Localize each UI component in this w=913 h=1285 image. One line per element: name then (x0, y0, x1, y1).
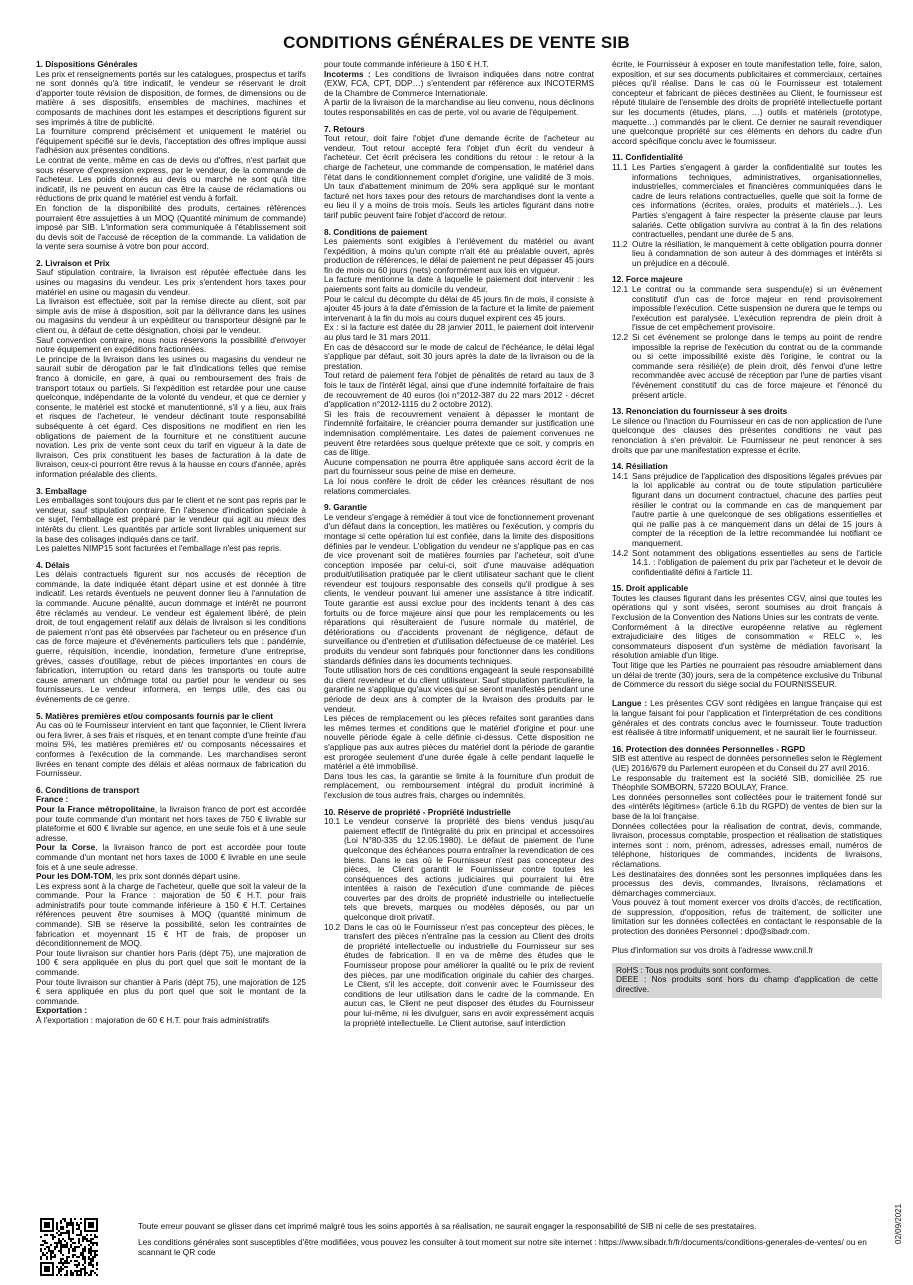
paragraph: La loi nous confère le droit de céder les créances résultant de nos relations commerciales. (324, 475, 594, 496)
clause-text: Outre la résiliation, le manquement à cette obligation pourra donner lieu à condamnation de son auteur à des dommages et intérêts si un préjudice en a découlé. (632, 238, 882, 268)
numbered-clause (612, 472, 882, 549)
section (612, 745, 882, 956)
section (36, 712, 306, 779)
paragraph: Conformément à la directive européenne relative au règlement extrajudiciaire des litiges de consommation « RELC », les consommateurs disposent d'un système de médiation favorisant la résolution amiable d'un litige. (612, 621, 882, 661)
section-title: 16. Protection des données Personnelles - RGPD (612, 743, 806, 754)
section (324, 228, 594, 497)
paragraph: Les prix et renseignements portés sur les catalogues, prospectus et tarifs ne sont donnés qu'à titre indicatif, le vendeur se réservant le droit d'apporter toute révision de disposition, de formes, de dimensions ou de matière à ses dispositifs, ensembles de machines, machines et composants de machines dont les estampes et descriptions figurent sur ses imprimés à titre de publicité. (36, 68, 306, 127)
edition-date: 02/09/2021 (894, 1203, 903, 1244)
paragraph: Le responsable du traitement est la société SIB, domiciliée 25 rue Théophile SOMBORN, 57220 BOULAY, France. (612, 772, 882, 793)
paragraph: Pour toute livraison sur chantier hors Paris (dépt 75), une majoration de 100 € sera appliquée en plus du port quel que soit le montant de la commande. (36, 947, 306, 978)
clause-number: 11.1 (612, 161, 628, 172)
paragraph: Les express sont à la charge de l'acheteur, quelle que soit la valeur de la commande. Pour la France : majoration de 50 € H.T. pour frais administratifs pour toute commande inférieure à 150 € H.T. Certaines références peuvent être soumises à MOQ (quantité minimum de commande). SIB se réserve la possibilité, selon les contraintes de fabrication et moyennant 15 € HT de frais, de proposer un déconditionnement de MOQ. (36, 880, 306, 949)
column-middle (324, 60, 594, 1180)
compliance-line: DEEE : Nos produits sont hors du champ d'application de cette directive. (616, 974, 878, 995)
numbered-clause (612, 285, 882, 333)
paragraph: Les palettes NIMP15 sont facturées et l'emballage n'est pas repris. (36, 543, 282, 554)
qr-code-icon[interactable] (40, 1218, 98, 1276)
numbered-clause (324, 923, 594, 1029)
paragraph: La livraison est effectuée, soit par la remise directe au client, soit par simple avis de mise à disposition, soit par la délivrance dans les usines ou magasins du vendeur à un expéditeur ou transporteur désigné par le client ou, à défaut de cette désignation, choisi par le vendeur. (36, 296, 306, 336)
disclaimer-text: Toute erreur pouvant se glisser dans cet imprimé malgré tous les soins apportés à sa réalisation, ne saurait engager la responsabilité de SIB ni celle de ses prestataires. (138, 1221, 757, 1231)
paragraph: Au cas où le Fournisseur intervient en tant que façonnier, le Client livrera ou fera livrer, à ses frais et risques, et en tenant compte d'une freinte d'au moins 5%, les matières premières et/ ou composants nécessaires et conformes à l'exécution de la commande. Les marchandises seront livrées en tenant compte des délais et aléas normaux de fabrication du Fournisseur. (36, 720, 306, 779)
section (36, 60, 306, 252)
paragraph: Pour la France métropolitaine, la livraison franco de port est accordée pour toute commande d'un montant net hors taxes de 750 € livrable sur plateforme et 600 € livrable sur agence, en une seule fois et à une seule adresse. (36, 803, 306, 843)
paragraph: Pour la Corse, la livraison franco de port est accordée pour toute commande d'un montant net hors taxes de 1000 € livrable en une seule fois et à une seule adresse. (36, 842, 306, 872)
paragraph: Aucune compensation ne pourra être appliquée sans accord écrit de la part du fournisseur sous peine de mise en demeure. (324, 456, 594, 477)
compliance-box (612, 963, 882, 998)
numbered-clause (612, 549, 882, 578)
section-title: 1. Dispositions Générales (36, 60, 138, 69)
paragraph: En cas de désaccord sur le mode de calcul de l'échéance, le délai légal s'applique par défaut, soit 30 jours après la date de la livraison ou de la prestation. (324, 341, 594, 371)
section-title: 10. Réserve de propriété - Propriété industrielle (324, 806, 511, 817)
paragraph: Toutes les clauses figurant dans les présentes CGV, ainsi que toutes les opérations qui y sont visées, seront soumises au droit français à l'exclusion de la Convention des Nations Unies sur les contrats de vente. (612, 592, 882, 623)
section-title: 5. Matières premières et/ou composants fournis par le client (36, 710, 273, 721)
numbered-clause (612, 240, 882, 269)
paragraph: Les délais contractuels figurent sur nos accusés de réception de commande, la date indiquée étant départ usine et est donnée à titre indicatif. Les retards éventuels ne peuvent donner lieu à l'annulation de la commande. Aucune pénalité, aucun dommage et intérêt ne pourront être réclamés au vendeur. Le vendeur est également libéré, de plein droit, de tout engagement relatif aux délais de livraison si les conditions de paiement n'ont pas été observées par l'acheteur ou en présence d'un cas de force majeure et d'événements particuliers tels que : pandémie, guerre, réquisition, incendie, inondation, fermeture d'une entreprise, grèves, casses d'outillage, rebut de pièces importantes en cours de fabrication, interruption ou retard dans les transports ou toute autre cause amenant un chômage total ou partiel pour le vendeur ou ses fournisseurs. Le vendeur informera, en temps utile, des cas ou événements de ce genre. (36, 569, 306, 704)
section (612, 407, 882, 455)
section-title: 8. Conditions de paiement (324, 226, 428, 237)
clause-number: 14.2 (612, 547, 629, 558)
paragraph: SIB est attentive au respect de données personnelles selon le Règlement (UE) 2016/679 du Parlement européen et du Conseil du 27 avril 2016. (612, 753, 882, 773)
paragraph: Les pièces de remplacement ou les pièces refaites sont garanties dans les mêmes termes et conditions que le matériel d'origine et pour une nouvelle période égale à celle définie ci-dessus. Cette disposition ne s'applique pas aux autres pièces du matériel dont la période de garantie est prorogée seulement d'une durée égale à celle pendant laquelle le matériel a été immobilisé. (324, 713, 594, 772)
section-title: 6. Conditions de transport (36, 784, 140, 795)
paragraph: Tout retard de paiement fera l'objet de pénalités de retard au taux de 3 fois le taux de l'intérêt légal, ainsi que d'une indemnité forfaitaire de frais de recouvrement de 40 euros (loi n°2012-387 du 22 mars 2012 - décret d'application n°2012-1115 du 2 octobre 2012). (324, 370, 594, 410)
paragraph: Pour les DOM-TOM, les prix sont donnés départ usine. (36, 871, 241, 882)
paragraph: Toute utilisation hors de ces conditions engageant la seule responsabilité du client revendeur et du client utilisateur. Sauf stipulation particulière, la garantie ne s'applique qu'aux vices qui se seront manifestés pendant une période de deux ans à compter de la livraison des produits par le vendeur. (324, 665, 594, 714)
clause-text: Dans le cas où le Fournisseur n'est pas concepteur des pièces, le transfert des pièces n'entraîne pas la cession au Client des droits de propriété intellectuelle ou industrielle du Fournisseur sur ses études de fabrication. Il en va de même des études que le Fournisseur propose pour améliorer la qualité ou le prix de revient des pièces, par une modification originale du cahier des charges. Le Client, s'il les accepte, doit convenir avec le Fournisseur des conditions de leur utilisation dans le cadre de la commande. En aucun cas, le Client ne peut disposer des études du Fournisseur pour lui-même, ni les divulguer, sans en avoir expressément acquis la propriété intellectuelle. Le Client autorise, sauf interdiction (344, 921, 594, 1028)
paragraph: Incoterms : Les conditions de livraison indiquées dans notre contrat (EXW, FCA, CPT, DDP…) s'entendent par référence aux INCOTERMS de la Chambre de Commerce Internationale. (324, 68, 594, 98)
numbered-clause (612, 333, 882, 400)
section-title: 9. Garantie (324, 502, 367, 513)
paragraph: écrite, le Fournisseur à exposer en toute manifestation telle, foire, salon, exposition, et sur ses documents publicitaires et commerciaux, certaines pièces qu'il réalise. Dans le cas où le Fournisseur est totalement concepteur et fabricant de pièces destinées au Client, le fournisseur est réputé titulaire de l'ensemble des droits de propriété intellectuelle portant sur les documents (études, plans, …) outils et matériels (prototype, maquette…) commandés par le client. Ce dernier ne saurait revendiquer une quelconque propriété sur ces éléments en dehors du cadre d'un accord spécifique conclu avec le fournisseur. (612, 60, 882, 146)
paragraph: Les données personnelles sont collectées pour le traitement fondé sur des «intérêts légitimes» (article 6.1b du RGPD) de ventes de bien sur la base de la loi française. (612, 791, 882, 821)
page-title: CONDITIONS GÉNÉRALES DE VENTE SIB (283, 33, 630, 52)
clause-number: 10.1 (324, 816, 341, 827)
clause-number: 12.2 (612, 332, 629, 343)
clause-number: 14.1 (612, 470, 629, 481)
section-title: 7. Retours (324, 123, 365, 134)
paragraph: Le silence ou l'inaction du Fournisseur en cas de non application de l'une quelconque des clauses des présentes conditions ne vaut pas renonciation à s'en prévaloir. Le Fournisseur ne peut renoncer à ses droits que par une manifestation expresse et écrite. (612, 415, 882, 455)
paragraph: Plus d'information sur vos droits à l'adresse www.cnil.fr (612, 945, 814, 956)
clause-number: 11.2 (612, 238, 628, 249)
section (612, 275, 882, 400)
paragraph: France : (36, 794, 69, 805)
clause-text: Les Parties s'engagent à garder la confidentialité sur toutes les informations techniques, administratives, organisationnelles, industrielles, commerciales et financières communiquées dans le cadre de leurs relations contractuelles, quelle que soit la forme de ces informations (écrites, orales, produits et matériels…). Les Parties s'engagent à faire respecter la présente clause par leurs salariés. Cette obligation survivra au contrat à la fin des relations contractuelles, pendant une durée de 5 ans. (632, 161, 882, 240)
compliance-line: RoHS : Tous nos produits sont conformes. (616, 964, 772, 975)
section-title: 11. Confidentialité (612, 152, 683, 163)
paragraph: La facture mentionne la date à laquelle le paiement doit intervenir : les paiements sont faits au domicile du vendeur. (324, 274, 594, 295)
paragraph: Si les frais de recouvrement venaient à dépasser le montant de l'indemnité forfaitaire, le créancier pourra demander sur justification une indemnisation complémentaire. Les dates de paiement convenues ne peuvent être retardées sous quelque prétexte que ce soit, y compris en cas de litige. (324, 408, 594, 458)
section (612, 584, 882, 738)
paragraph: Vous pouvez à tout moment exercer vos droits d'accès, de rectification, de suppression, d'opposition, refus de traitement, de solliciter une limitation sur les données collectées en contactant le responsable de la protection des données Personnel : dpo@sibadr.com. (612, 897, 882, 937)
numbered-clause (612, 163, 882, 240)
paragraph: Langue : Les présentes CGV sont rédigées en langue française qui est la langue faisant foi pour l'application et l'interprétation de ces conditions générales et des contrats conclus avec le fournisseur. Toute traduction est réalisée à titre informatif uniquement, et ne saurait lier le fournisseur. (612, 698, 882, 738)
section-title: 3. Emballage (36, 485, 87, 496)
paragraph: Tout retour, doit faire l'objet d'une demande écrite de l'acheteur au vendeur. Tout retour accepté fera l'objet d'un écrit du vendeur à l'acheteur. Cet écrit précisera les conditions du retour : le retour à la charge de l'acheteur, une commande de compensation, le matériel dans l'état dans le conditionnement complet d'origine, une validité de 3 mois. Un taux d'abattement minimum de 20% sera appliqué sur le montant facturé net hors taxes pour des retours de marchandises dont la vente a eu lieu il y a moins de trois mois. Seuls les articles figurant dans notre tarif public peuvent faire l'objet d'accord de retour. (324, 133, 594, 220)
section (36, 487, 306, 554)
section (324, 503, 594, 800)
section (324, 60, 594, 118)
paragraph: Exportation : (36, 1005, 88, 1016)
clause-text: Sont notamment des obligations essentielles au sens de l'article 14.1. : l'obligation de paiement du prix par l'acheteur et le devoir de confidentialité défini à l'article 11. (632, 547, 882, 577)
clause-number: 12.1 (612, 284, 629, 295)
paragraph: pour toute commande inférieure à 150 € H.T. (324, 60, 489, 69)
clause-number: 10.2 (324, 921, 341, 932)
paragraph: Pour toute livraison sur chantier à Paris (dépt 75), une majoration de 125 € sera appliquée en plus du port quel que soit le montant de la commande. (36, 976, 306, 1006)
clause-text: Le vendeur conserve la propriété des biens vendus jusqu'au paiement effectif de l'intégralité du prix en principal et accessoires (Loi N°80-335 du 12.05.1980). Le défaut de paiement de l'une quelconque des échéances pourra entraîner la revendication de ces biens. Dans le cas où le Fournisseur n'est pas concepteur des pièces, le Client garantit le Fournisseur contre toutes les conséquences des actions judiciaires qui pourraient lui être intentées à raison de l'exécution d'une commande de pièces couvertes par des droits de propriété industrielle ou intellectuelle tels que brevets, marques ou modèles déposés, ou par un quelconque droit privatif. (344, 816, 594, 923)
paragraph: Données collectées pour la réalisation de contrat, devis, commande, livraison, processus comptable, prospection et réalisation de statistiques internes sont : nom, prénom, adresses, adresses email, numéros de téléphone, historiques de commandes, incidents de livraisons, réclamations. (612, 820, 882, 869)
paragraph: Tout litige que les Parties ne pourraient pas résoudre amiablement dans un délai de trente (30) jours, sera de la compétence exclusive du Tribunal de Commerce du ressort du siège social du FOURNISSEUR. (612, 660, 882, 690)
clause-text: Si cet événement se prolonge dans le temps au point de rendre impossible la reprise de l'exécution du contrat ou de la commande ou si cette impossibilité existe dès l'origine, le contrat ou la commande sera résilié(e) de plein droit, dès l'envoi d'une lettre recommandée avec accusé de réception par l'une de parties visant l'événement constitutif du cas de force majeure et l'énoncé du présent article. (632, 332, 882, 400)
section (324, 808, 594, 1029)
column-left (36, 60, 306, 1180)
paragraph: Pour le calcul du décompte du délai de 45 jours fin de mois, il consiste à ajouter 45 jours à la date d'émission de la facture et la limite de paiement intervenant à la fin du mois au cours duquel expirent ces 45 jours. (324, 293, 594, 323)
column-right (612, 60, 882, 1180)
section-title: 12. Force majeure (612, 274, 683, 285)
section (612, 153, 882, 268)
paragraph: Les paiements sont exigibles à l'enlèvement du matériel ou avant l'expédition, à moins qu'un compte n'ait été au préalable ouvert, après production de références, le délai de paiement ne peut dépasser 45 jours fin de mois ou 60 jours (nets) conformément aux lois en vigueur. (324, 236, 594, 275)
paragraph: Le principe de la livraison dans les usines ou magasins du vendeur ne saurait subir de dérogation par le fait d'indications telles que remise franco à domicile, en gare, à quai ou remboursement des frais de transport totaux ou partiels. Si l'expédition est retardée pour une cause quelconque, indépendante de la volonté du vendeur, et que ce dernier y consente, le matériel est stocké et manutentionné, s'il y a lieu, aux frais et risques de l'acheteur, le vendeur déclinant toute responsabilité subséquente à cet égard. Ces dispositions ne modifient en rien les obligations de paiement de la fourniture et ne constituent aucune novation. Les prix de vente sont ceux du tarif en vigueur à la date de livraison. Ces prix constituent les bases de facturation à la date de livraison, ceux-ci pourront être revus à la hausse en cours d'année, après information préalable des clients. (36, 353, 306, 479)
section (36, 561, 306, 705)
section-title: 13. Renonciation du fournisseur à ses droits (612, 406, 788, 417)
paragraph: Les destinataires des données sont les personnes impliquées dans les processus des devis, commandes, livraisons, réclamations et démarchages commerciaux. (612, 868, 882, 898)
clause-text: Sans préjudice de l'application des dispositions légales prévues par la loi applicable au contrat ou de toute stipulation particulière figurant dans un document contractuel, chacune des parties peut résilier le contrat ou la commande en cas de manquement par l'autre partie à une quelconque de ses obligations essentielles et qui ne pallie pas à ce manquement dans un délai de 15 jours à compter de la réception de la lettre recommandée lui notifiant ce manquement. (632, 470, 882, 548)
section (36, 786, 306, 1026)
paragraph: Le vendeur s'engage à remédier à tout vice de fonctionnement provenant d'un défaut dans la conception, les matières ou l'exécution, y compris du montage si cette opération lui est confiée, dans la limite des dispositions définies par le vendeur. L'obligation du vendeur ne s'applique pas en cas de vice provenant soit de matières fournies par l'acheteur, soit d'une conception imposée par celui-ci, soit d'une mauvaise adéquation produit/utilisation pratiquée par le client utilisateur sachant que le client revendeur est toujours responsable des conseils qu'il prodigue à ses clients, le vendeur pouvant lui amener une assistance à titre indicatif. Toute garantie est aussi exclue pour des incidents tenant à des cas fortuits ou de force majeure ainsi que pour les remplacements ou les réparations qui résulteraient de l'usure normale du matériel, de détériorations ou d'accidents provenant de négligence, défaut de surveillance ou d'entretien et d'utilisation défectueuse de ce matériel. Les produits du vendeur sont fabriqués pour fonctionner dans les conditions standards définies dans les documents techniques. (324, 511, 594, 666)
paragraph: Sauf stipulation contraire, la livraison est réputée effectuée dans les usines ou magasins du vendeur. Les prix s'entendent hors taxes pour matériel en usine ou magasin du vendeur. (36, 267, 306, 297)
section-title: 15. Droit applicable (612, 583, 689, 594)
numbered-clause (324, 817, 594, 923)
clause-text: Le contrat ou la commande sera suspendu(e) si un événement constitutif d'un cas de force majeur en rend provisoirement impossible l'exécution. Cette suspension ne durera que le temps ou l'exécution est paralysée. L'exécution reprendra de plein droit à l'issue de cet empêchement provisoire. (632, 284, 882, 333)
section-title: 4. Délais (36, 559, 70, 570)
paragraph: A partir de la livraison de la marchandise au lieu convenu, nous déclinons toutes responsabilités en cas de perte, vol ou avarie de l'équipement. (324, 97, 594, 117)
website-notice: Les conditions générales sont susceptibles d'être modifiées, vous pouvez les consulter à tout moment sur notre site internet : https://www.sibadr.fr/fr/documents/conditions-generales-de-ventes/ ou en scannant le QR code (138, 1237, 867, 1257)
section (612, 462, 882, 577)
section (324, 125, 594, 221)
paragraph: À l'exportation : majoration de 60 € H.T. pour frais administratifs (36, 1015, 270, 1025)
paragraph: Ex : si la facture est datée du 28 janvier 2011, le paiement doit intervenir au plus tard le 31 mars 2011. (324, 322, 594, 343)
section-title: 14. Résiliation (612, 461, 668, 472)
paragraph: La fourniture comprend précisément et uniquement le matériel ou l'équipement spécifié sur le devis, l'acceptation des offres implique aussi l'adhésion aux présentes conditions. (36, 126, 306, 156)
paragraph: En fonction de la disponibilité des produits, certaines références pourraient être assujetties à un MOQ (Quantité minimum de commande) imposé par SIB. L'information sera communiquée à l'établissement soit du devis soit de l'accusé de réception de la commande. La validation de la vente sera soumise à votre bon pour accord. (36, 202, 306, 252)
section (36, 259, 306, 480)
paragraph: Sauf convention contraire, nous nous réservons la possibilité d'envoyer notre équipement en expéditions fractionnées. (36, 334, 306, 355)
section (612, 60, 882, 146)
section-title: 2. Livraison et Prix (36, 257, 110, 268)
paragraph: Le contrat de vente, même en cas de devis ou d'offres, n'est parfait que sous réserve d'expression express, par le vendeur, de la commande de l'acheteur. Les poids donnés au devis ou marché ne sont qu'à titre indicatif, ils ne peuvent en aucun cas être la cause de réclamations ou réductions de prix quand le matériel est vendu à forfait. (36, 154, 306, 204)
paragraph: Dans tous les cas, la garantie se limite à la fourniture d'un produit de remplacement, ou remboursement intégral du produit incriminé à l'exclusion de tous autres frais, charges ou indemnités. (324, 770, 594, 800)
paragraph: Les emballages sont toujours dus par le client et ne sont pas repris par le vendeur, sauf stipulation contraire. En l'absence d'indication spéciale à ce sujet, l'emballage est préparé par le vendeur qui agit au mieux des intérêts du client. Les quantités par article sont livrables uniquement sur la base des colisages indiqués dans ce tarif. (36, 495, 306, 544)
